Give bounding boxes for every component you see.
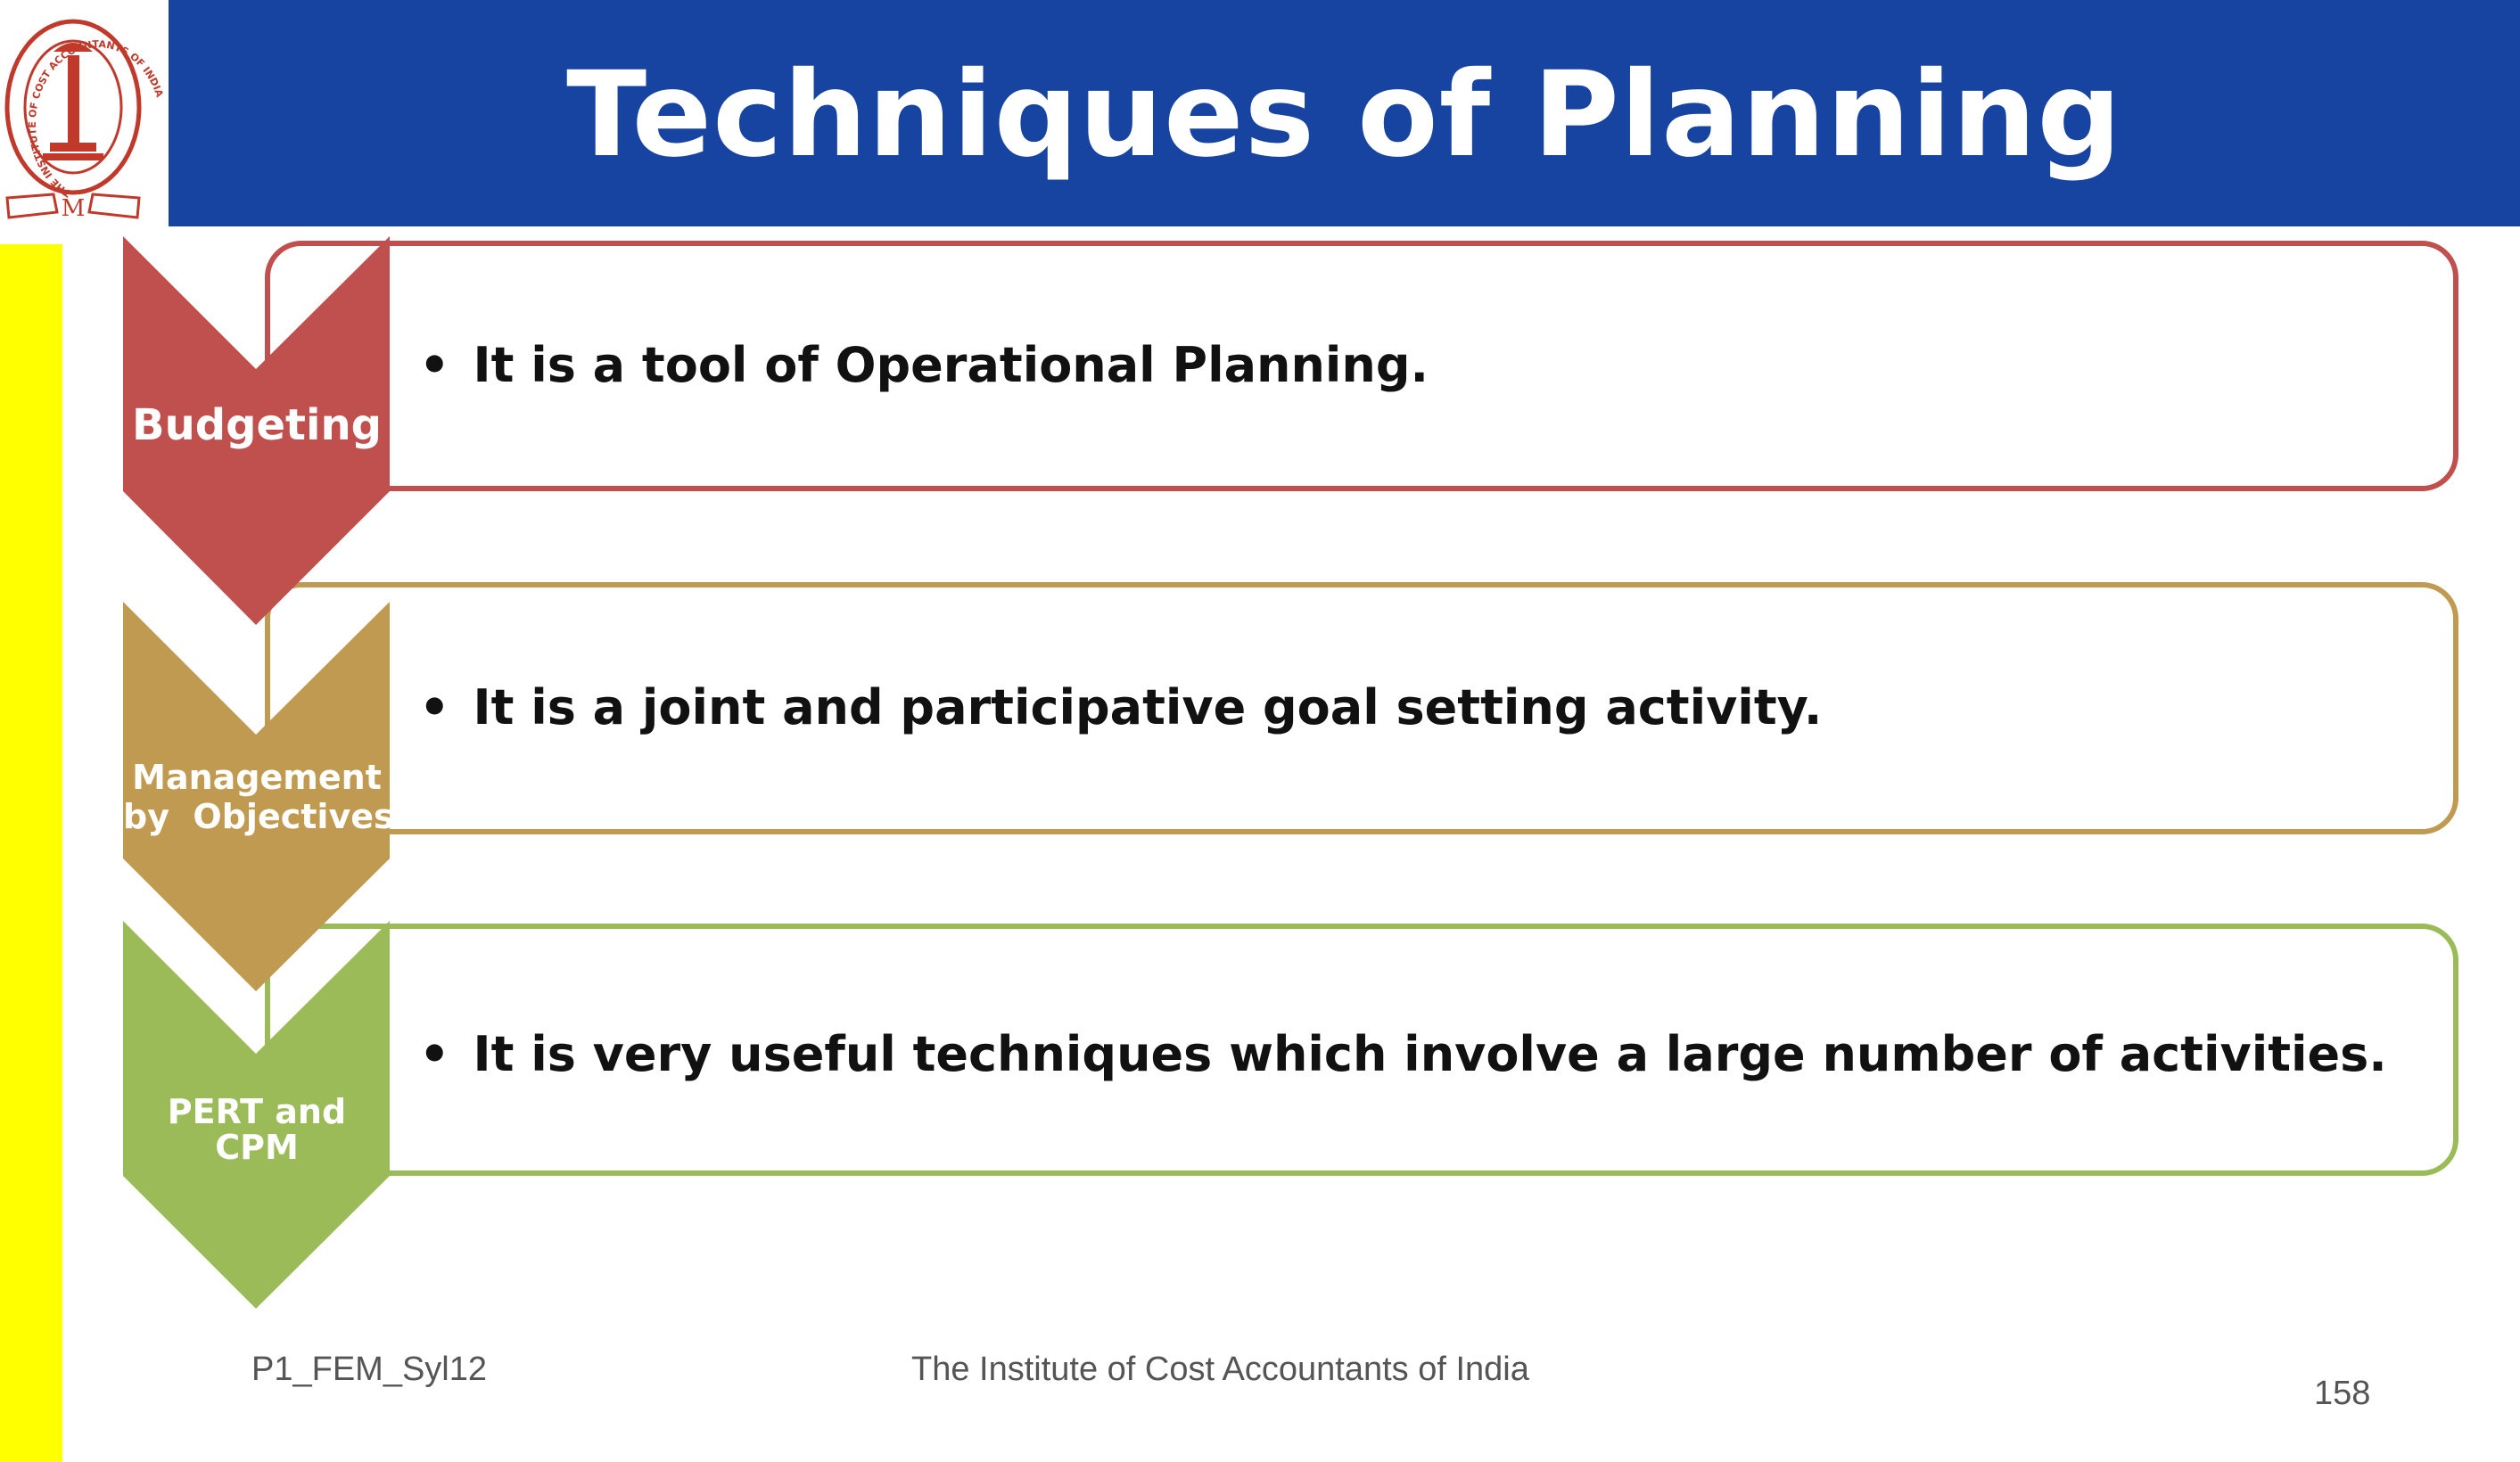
bullet-item-mbo: • It is a joint and participative goal setting activity. bbox=[419, 679, 1823, 735]
bullet-icon: • bbox=[419, 1026, 450, 1082]
svg-text:M: M bbox=[61, 195, 86, 222]
footer-course-code: P1_FEM_Syl12 bbox=[251, 1351, 488, 1388]
page-title: Techniques of Planning bbox=[566, 46, 2122, 184]
chevron-label-mbo: Management by Objectives bbox=[123, 758, 394, 836]
bullet-icon: • bbox=[419, 337, 450, 393]
bullet-item-budgeting: • It is a tool of Operational Planning. bbox=[419, 337, 1429, 393]
chevron-label-pert-cpm: PERT and CPM bbox=[167, 1092, 347, 1167]
bullet-item-pert-cpm: • It is very useful techniques which involve a large number of activities. bbox=[419, 1026, 2387, 1082]
page-number: 158 bbox=[2314, 1375, 2371, 1412]
logo-ring-text: THE INSTITUTE OF COST ACCOUNTANTS OF INDIA bbox=[26, 38, 166, 200]
bullet-icon: • bbox=[419, 679, 450, 735]
chevron-label-budgeting: Budgeting bbox=[132, 400, 382, 450]
footer-institute: The Institute of Cost Accountants of India bbox=[911, 1351, 1529, 1388]
